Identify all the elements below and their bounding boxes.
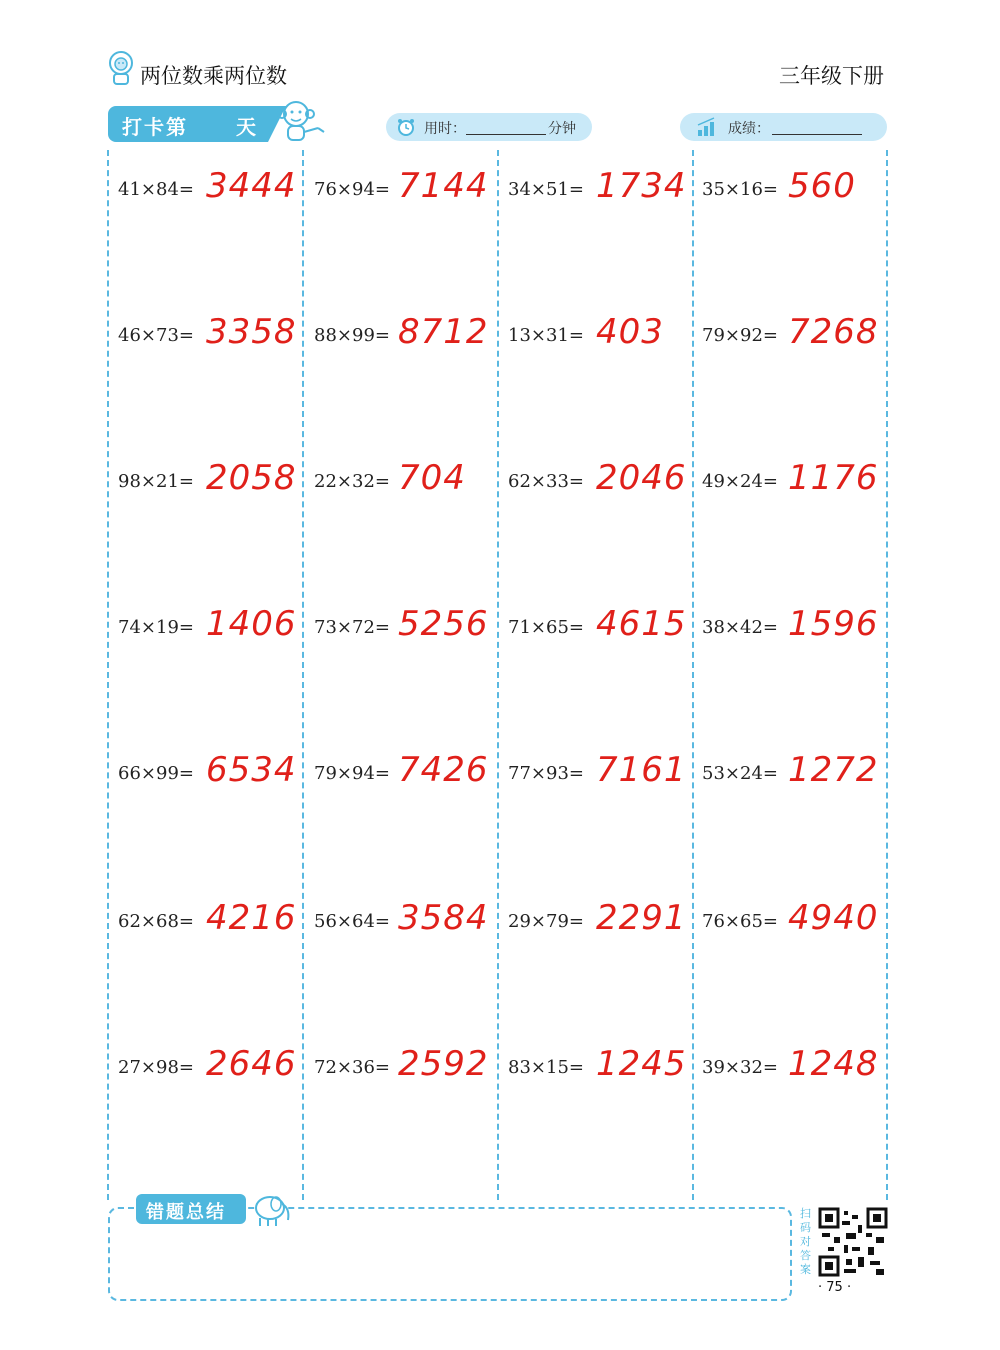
handwritten-answer: 1734 [596,166,687,206]
elephant-icon [250,1188,294,1228]
handwritten-answer: 3358 [206,312,297,352]
problem-expression: 29×79= [508,911,584,932]
problem-cell [118,442,298,502]
checkin-label: 打卡第 [122,115,188,139]
problem-expression: 49×24= [702,471,778,492]
problem-expression: 27×98= [118,1057,194,1078]
problem-cell [508,296,688,356]
handwritten-answer: 1245 [596,1044,687,1084]
problem-cell [508,442,688,502]
handwritten-answer: 7426 [398,750,489,790]
grid-divider [302,150,304,1200]
handwritten-answer: 3444 [206,166,297,206]
problem-expression: 88×99= [314,325,390,346]
page-title: 两位数乘两位数 [140,64,287,88]
handwritten-answer: 1272 [788,750,879,790]
problem-cell [118,150,298,210]
handwritten-answer: 7161 [596,750,687,790]
problem-expression: 79×92= [702,325,778,346]
score-label: 成绩： [728,121,770,137]
handwritten-answer: 4216 [206,898,297,938]
problem-cell [508,588,688,648]
grid-divider [692,150,694,1200]
alarm-clock-icon [396,117,416,137]
time-label: 用时： [424,121,466,137]
problem-expression: 66×99= [118,763,194,784]
handwritten-answer: 704 [398,458,466,498]
problem-expression: 71×65= [508,617,584,638]
problem-expression: 76×65= [702,911,778,932]
problem-cell [508,882,688,942]
monkey-mascot-icon [276,98,328,146]
time-pill [386,113,592,141]
handwritten-answer: 7144 [398,166,489,206]
problem-expression: 62×33= [508,471,584,492]
problem-cell [314,882,494,942]
problem-cell [508,1028,688,1088]
problem-expression: 39×32= [702,1057,778,1078]
problem-cell [118,734,298,794]
time-input-line[interactable] [466,118,546,135]
problem-expression: 56×64= [314,911,390,932]
problem-cell [314,734,494,794]
handwritten-answer: 403 [596,312,664,352]
problem-expression: 83×15= [508,1057,584,1078]
handwritten-answer: 1176 [788,458,879,498]
handwritten-answer: 1596 [788,604,879,644]
problem-expression: 41×84= [118,179,194,200]
bar-chart-icon [696,117,718,137]
problem-expression: 22×32= [314,471,390,492]
problem-cell [118,588,298,648]
problem-expression: 79×94= [314,763,390,784]
page-number: · 75 · [818,1280,852,1295]
handwritten-answer: 1248 [788,1044,879,1084]
grade-label: 三年级下册 [779,64,884,88]
problem-expression: 34×51= [508,179,584,200]
handwritten-answer: 5256 [398,604,489,644]
handwritten-answer: 3584 [398,898,489,938]
handwritten-answer: 2646 [206,1044,297,1084]
problem-expression: 53×24= [702,763,778,784]
checkin-day-label: 天 [236,115,258,139]
handwritten-answer: 6534 [206,750,297,790]
qr-caption: 扫码对答案 [800,1207,811,1276]
problem-cell [702,296,882,356]
grid-divider [886,150,888,1200]
problem-expression: 38×42= [702,617,778,638]
summary-label: 错题总结 [146,1202,226,1223]
problem-cell [702,150,882,210]
lion-logo-icon [106,50,136,86]
handwritten-answer: 560 [788,166,856,206]
score-pill [680,113,887,141]
problem-cell [314,442,494,502]
problem-expression: 77×93= [508,763,584,784]
qr-code-icon[interactable] [818,1207,888,1277]
problem-expression: 98×21= [118,471,194,492]
checkin-banner [108,106,268,142]
problem-cell [702,734,882,794]
problem-expression: 73×72= [314,617,390,638]
problem-expression: 46×73= [118,325,194,346]
problem-cell [118,296,298,356]
problem-cell [702,442,882,502]
handwritten-answer: 1406 [206,604,297,644]
problem-expression: 62×68= [118,911,194,932]
problem-cell [118,1028,298,1088]
problem-cell [508,734,688,794]
problem-cell [314,588,494,648]
handwritten-answer: 4615 [596,604,687,644]
handwritten-answer: 2058 [206,458,297,498]
problem-cell [508,150,688,210]
handwritten-answer: 2046 [596,458,687,498]
problem-cell [702,588,882,648]
problem-expression: 76×94= [314,179,390,200]
problem-cell [702,882,882,942]
summary-tab [136,1194,246,1224]
handwritten-answer: 2592 [398,1044,489,1084]
handwritten-answer: 8712 [398,312,489,352]
problem-expression: 74×19= [118,617,194,638]
score-input-line[interactable] [772,118,862,135]
problem-cell [314,1028,494,1088]
handwritten-answer: 7268 [788,312,879,352]
problem-cell [314,150,494,210]
problem-cell [702,1028,882,1088]
problem-expression: 13×31= [508,325,584,346]
problem-cell [314,296,494,356]
handwritten-answer: 2291 [596,898,687,938]
handwritten-answer: 4940 [788,898,879,938]
problem-cell [118,882,298,942]
grid-divider [107,150,109,1200]
time-unit: 分钟 [548,121,576,137]
problem-expression: 72×36= [314,1057,390,1078]
grid-divider [497,150,499,1200]
problem-expression: 35×16= [702,179,778,200]
